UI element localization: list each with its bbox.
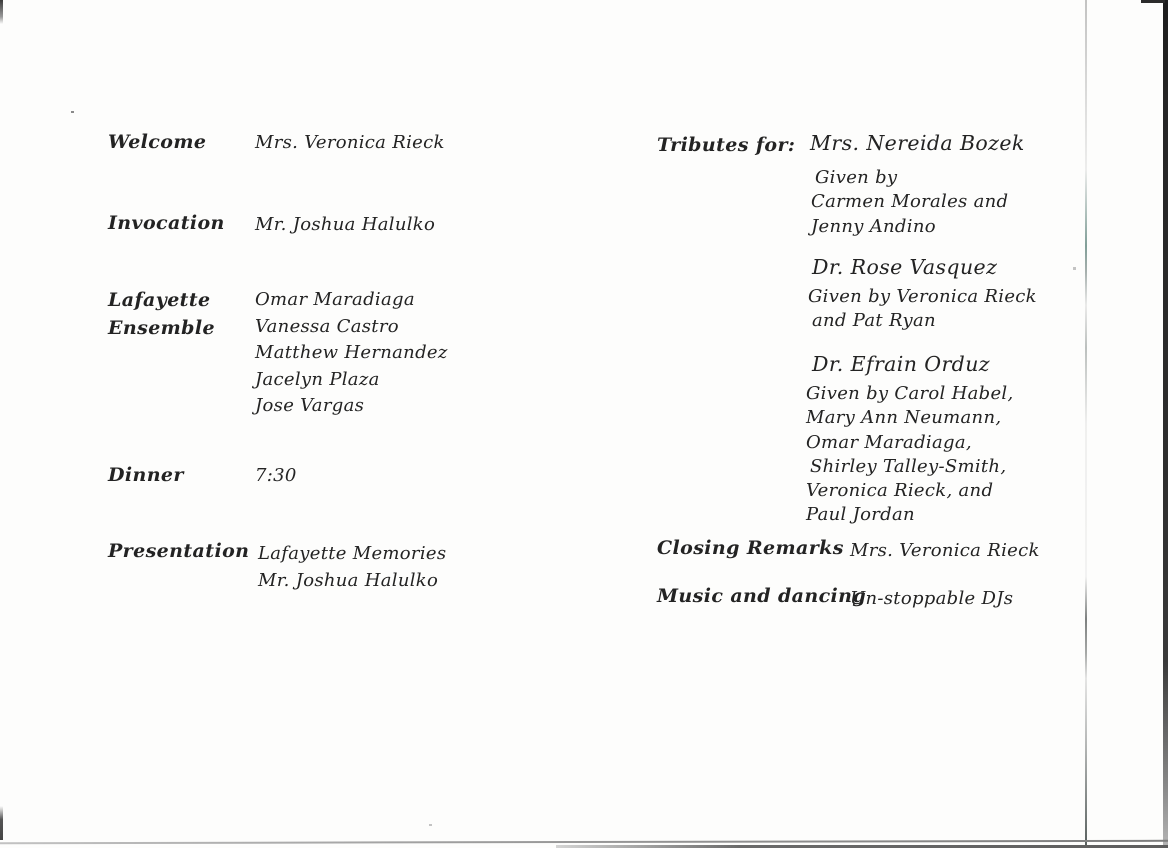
music-dancing-label: Music and dancing (657, 585, 867, 607)
tribute-given-by-line: Carmen Morales and (811, 191, 1009, 213)
program-item-value-invocation: Mr. Joshua Halulko (255, 214, 436, 235)
scan-edge-right (1163, 0, 1168, 848)
tribute-given-by-line: Shirley Talley-Smith, (810, 455, 1007, 477)
ensemble-member: Vanessa Castro (255, 315, 399, 337)
scan-mark-top-left (0, 0, 3, 24)
scan-speck (429, 824, 432, 826)
closing-remarks-value: Mrs. Veronica Rieck (850, 540, 1040, 561)
tribute-honoree: Dr. Efrain Orduz (812, 352, 990, 376)
scan-bottom-line (0, 840, 1168, 844)
ensemble-label-line-2: Ensemble (108, 317, 215, 339)
tribute-given-by-line: Given by (815, 167, 898, 188)
ensemble-member: Jacelyn Plaza (255, 368, 380, 390)
tribute-given-by-line: Veronica Rieck, and (806, 480, 994, 502)
tribute-given-by-line: Mary Ann Neumann, (806, 407, 1002, 429)
tribute-given-by-line: Jenny Andino (811, 215, 936, 237)
program-item-label-dinner: Dinner (108, 464, 184, 486)
scan-fold-line (1085, 0, 1087, 848)
program-item-label-presentation: Presentation (108, 540, 250, 562)
presentation-line: Mr. Joshua Halulko (258, 569, 439, 591)
ensemble-member: Jose Vargas (255, 395, 365, 416)
tributes-label: Tributes for: (657, 134, 796, 156)
scan-mark-top-right (1141, 0, 1165, 3)
program-item-label-ensemble (108, 286, 215, 342)
program-item-value-ensemble (255, 287, 448, 420)
music-dancing-value: Un-stoppable DJs (850, 588, 1014, 609)
ensemble-member: Matthew Hernandez (255, 342, 448, 363)
tribute-given-by-line: Paul Jordan (806, 504, 915, 526)
scan-mark-bottom-left (0, 806, 3, 840)
tribute-given-by-line: Given by Carol Habel, (806, 383, 1014, 404)
scan-speck (71, 111, 74, 113)
tribute-given-by (811, 166, 1009, 239)
ensemble-label-line-1: Lafayette (108, 289, 211, 311)
scan-speck (1073, 267, 1076, 270)
program-item-label-invocation: Invocation (108, 212, 225, 234)
tribute-given-by-line: and Pat Ryan (812, 310, 936, 332)
tribute-honoree: Dr. Rose Vasquez (812, 255, 998, 279)
ensemble-member: Omar Maradiaga (255, 289, 415, 310)
program-item-value-presentation (258, 541, 446, 594)
tribute-honoree: Mrs. Nereida Bozek (810, 131, 1025, 155)
presentation-line: Lafayette Memories (258, 543, 447, 564)
program-item-label-welcome: Welcome (108, 131, 207, 153)
closing-remarks-label: Closing Remarks (657, 537, 844, 559)
tribute-given-by-line: Omar Maradiaga, (806, 431, 972, 453)
tribute-given-by (808, 285, 1037, 334)
tribute-given-by-line: Given by Veronica Rieck (808, 286, 1037, 307)
program-item-value-welcome: Mrs. Veronica Rieck (255, 132, 445, 153)
tribute-given-by (806, 382, 1014, 528)
program-item-value-dinner: 7:30 (255, 465, 297, 486)
